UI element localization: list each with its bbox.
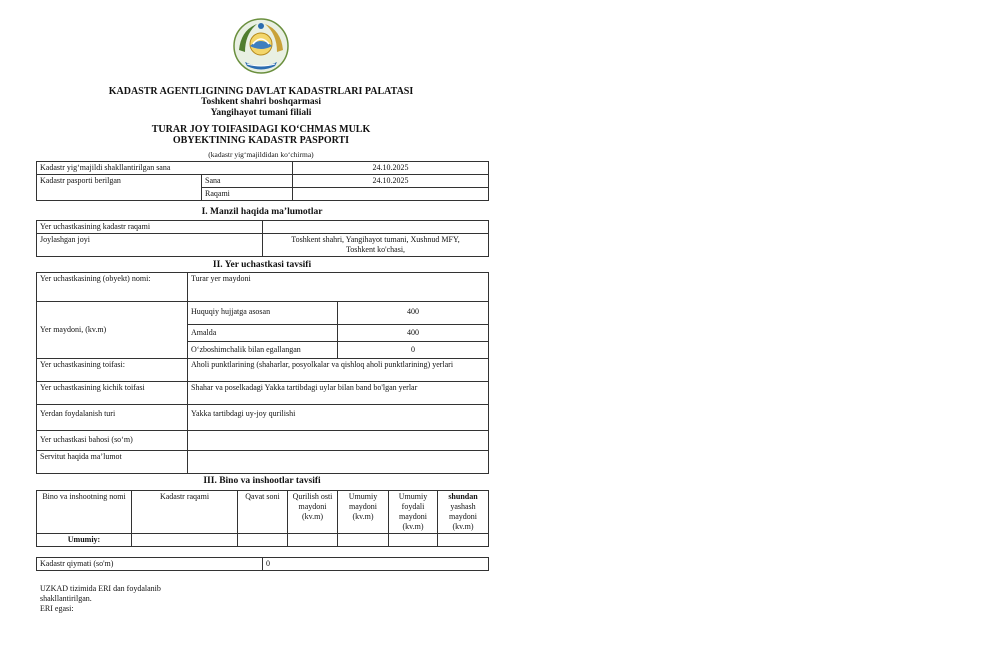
area-label: Yer maydoni, (kv.m) <box>37 302 188 359</box>
object-name-value: Turar yer maydoni <box>188 273 489 302</box>
table-row <box>37 175 489 188</box>
table-row <box>37 162 489 175</box>
table-row <box>37 534 489 547</box>
price-value <box>188 431 489 451</box>
table-row <box>37 273 489 302</box>
legal-label: Huquqiy hujjatga asosan <box>188 302 338 325</box>
footer-line1: UZKAD tizimida ERI dan foydalanib <box>40 584 161 593</box>
total-living <box>438 534 489 547</box>
col-total-area: Umumiy maydoni (kv.m) <box>338 491 389 534</box>
object-name-label: Yer uchastkasining (obyekt) nomi: <box>37 273 188 302</box>
number-label: Raqami <box>202 188 293 201</box>
table-row <box>37 558 489 571</box>
cad-value-label: Kadastr qiymati (so'm) <box>37 558 263 571</box>
total-footprint <box>288 534 338 547</box>
price-label: Yer uchastkasi bahosi (so‘m) <box>37 431 188 451</box>
section-3-title: III. Bino va inshootlar tavsifi <box>203 476 321 486</box>
cad-value-value: 0 <box>263 558 489 571</box>
table-row <box>37 221 489 234</box>
col-cad-number: Kadastr raqami <box>132 491 238 534</box>
servitude-value <box>188 451 489 474</box>
actual-label: Amalda <box>188 325 338 342</box>
total-cad <box>132 534 238 547</box>
subcategory-label: Yer uchastkasining kichik toifasi <box>37 382 188 405</box>
unauth-label: O‘zboshimchalik bilan egallangan <box>188 342 338 359</box>
table-header-row <box>37 491 489 534</box>
total-area <box>338 534 389 547</box>
col-floors: Qavat soni <box>238 491 288 534</box>
cad-number-label: Yer uchastkasining kadastr raqami <box>37 221 263 234</box>
footer <box>40 584 200 614</box>
footer-line2: shakllantirilgan. <box>40 594 92 603</box>
table-row <box>37 431 489 451</box>
location-line1: Toshkent shahri, Yangihayot tumani, Xushnud MFY, <box>291 235 460 244</box>
col-living-area-label: yashash maydoni (kv.m) <box>449 502 477 531</box>
table-row <box>37 451 489 474</box>
total-useful <box>389 534 438 547</box>
location-line2: Toshkent ko'chasi, <box>345 245 406 254</box>
col-useful-area: Umumiy foydali maydoni (kv.m) <box>389 491 438 534</box>
table-row <box>37 234 489 257</box>
category-value: Aholi punktlarining (shaharlar, posyolkalar va qishloq aholi punktlarining) yerlari <box>188 359 489 382</box>
date-value: 24.10.2025 <box>293 175 489 188</box>
servitude-label: Servitut haqida ma’lumot <box>37 451 188 474</box>
table-row <box>37 359 489 382</box>
section-1-title: I. Manzil haqida ma’lumotlar <box>201 207 323 217</box>
unauth-value: 0 <box>338 342 489 359</box>
land-table <box>36 272 489 474</box>
actual-value: 400 <box>338 325 489 342</box>
table-row <box>37 382 489 405</box>
address-table <box>36 220 489 257</box>
branch-name: Yangihayot tumani filiali <box>210 108 312 118</box>
org-name: KADASTR AGENTLIGINING DAVLAT KADASTRLARI PALATASI <box>108 86 414 97</box>
category-label: Yer uchastkasining toifasi: <box>37 359 188 382</box>
col-building-name: Bino va inshootning nomi <box>37 491 132 534</box>
issued-label: Kadastr pasporti berilgan <box>37 175 202 201</box>
department-name: Toshkent shahri boshqarmasi <box>200 97 322 107</box>
formed-label: Kadastr yig‘majildi shakllantirilgan sana <box>37 162 293 175</box>
subcategory-value: Shahar va poselkadagi Yakka tartibdagi uylar bilan band bo'lgan yerlar <box>188 382 489 405</box>
doc-title-line1: TURAR JOY TOIFASIDAGI KO‘CHMAS MULK <box>151 124 371 135</box>
state-emblem-icon <box>231 16 291 76</box>
number-value <box>293 188 489 201</box>
total-floors <box>238 534 288 547</box>
usage-label: Yerdan foydalanish turi <box>37 405 188 431</box>
buildings-table <box>36 490 489 547</box>
doc-title-line2: OBYEKTINING KADASTR PASPORTI <box>172 135 350 146</box>
cad-number-value <box>263 221 489 234</box>
section-2-title: II. Yer uchastkasi tavsifi <box>212 260 312 270</box>
col-footprint-area: Qurilish osti maydoni (kv.m) <box>288 491 338 534</box>
date-label: Sana <box>202 175 293 188</box>
total-label: Umumiy: <box>37 534 132 547</box>
table-row <box>37 405 489 431</box>
location-value <box>263 234 489 257</box>
col-living-area <box>438 491 489 534</box>
meta-table <box>36 161 489 201</box>
formed-value: 24.10.2025 <box>293 162 489 175</box>
col-living-area-prefix: shundan <box>448 492 478 501</box>
value-table <box>36 557 489 571</box>
table-row <box>37 302 489 325</box>
footer-line3: ERI egasi: <box>40 604 74 613</box>
location-label: Joylashgan joyi <box>37 234 263 257</box>
usage-value: Yakka tartibdagi uy-joy qurilishi <box>188 405 489 431</box>
legal-value: 400 <box>338 302 489 325</box>
doc-note: (kadastr yig‘majildidan ko‘chirma) <box>208 150 314 159</box>
